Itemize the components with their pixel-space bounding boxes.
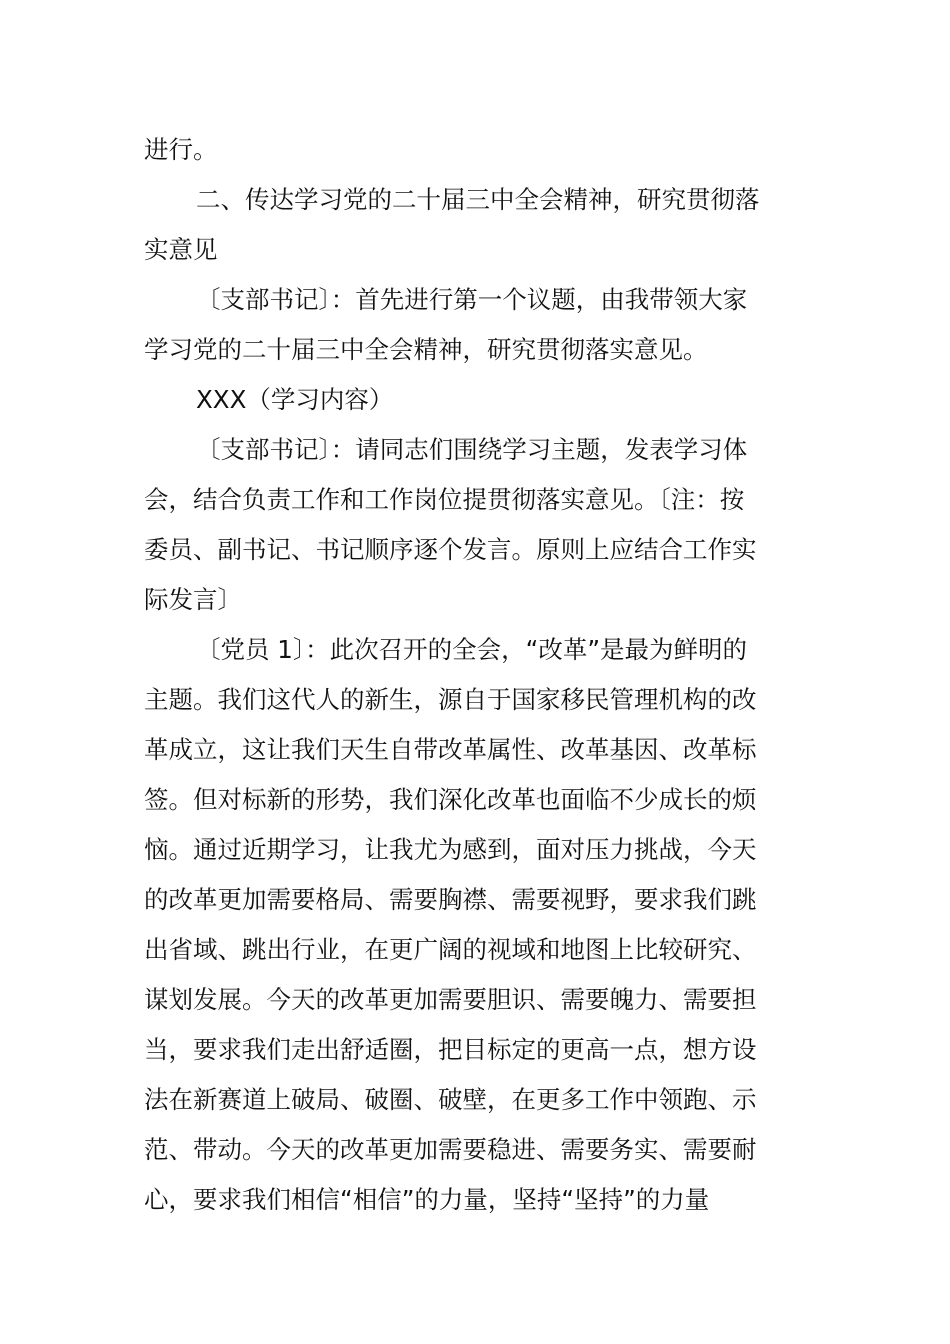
text-line: 出省域、跳出行业，在更广阔的视域和地图上比较研究、: [144, 935, 757, 964]
section-heading-continuation: 实意见: [144, 235, 218, 264]
text-line: 学习党的二十届三中全会精神，研究贯彻落实意见。: [144, 335, 708, 364]
text-line: XXX（学习内容）: [196, 385, 394, 414]
text-line: 的改革更加需要格局、需要胸襟、需要视野，要求我们跳: [144, 885, 757, 914]
text-line: 法在新赛道上破局、破圈、破壁，在更多工作中领跑、示: [144, 1085, 757, 1114]
text-line: 心，要求我们相信“相信”的力量，坚持“坚持”的力量: [144, 1185, 710, 1214]
text-line: 革成立，这让我们天生自带改革属性、改革基因、改革标: [144, 735, 757, 764]
text-line: 〔支部书记〕：首先进行第一个议题，由我带领大家: [196, 285, 748, 314]
text-line: 主题。我们这代人的新生，源自于国家移民管理机构的改: [144, 685, 757, 714]
text-line: 会，结合负责工作和工作岗位提贯彻落实意见。〔注：按: [144, 485, 745, 514]
text-line: 当，要求我们走出舒适圈，把目标定的更高一点，想方设: [144, 1035, 757, 1064]
text-line: 谋划发展。今天的改革更加需要胆识、需要魄力、需要担: [144, 985, 757, 1014]
text-line: 范、带动。今天的改革更加需要稳进、需要务实、需要耐: [144, 1135, 757, 1164]
text-line: 签。但对标新的形势，我们深化改革也面临不少成长的烦: [144, 785, 757, 814]
text-line: 恼。通过近期学习，让我尤为感到，面对压力挑战，今天: [144, 835, 757, 864]
text-line: 〔支部书记〕：请同志们围绕学习主题，发表学习体: [196, 435, 748, 464]
text-line: 进行。: [144, 135, 218, 164]
text-line: 际发言〕: [144, 585, 242, 614]
text-line: 〔党员 1〕：此次召开的全会，“改革”是最为鲜明的: [196, 635, 748, 664]
text-line: 委员、副书记、书记顺序逐个发言。原则上应结合工作实: [144, 535, 757, 564]
section-heading: 二、传达学习党的二十届三中全会精神，研究贯彻落: [196, 185, 760, 214]
